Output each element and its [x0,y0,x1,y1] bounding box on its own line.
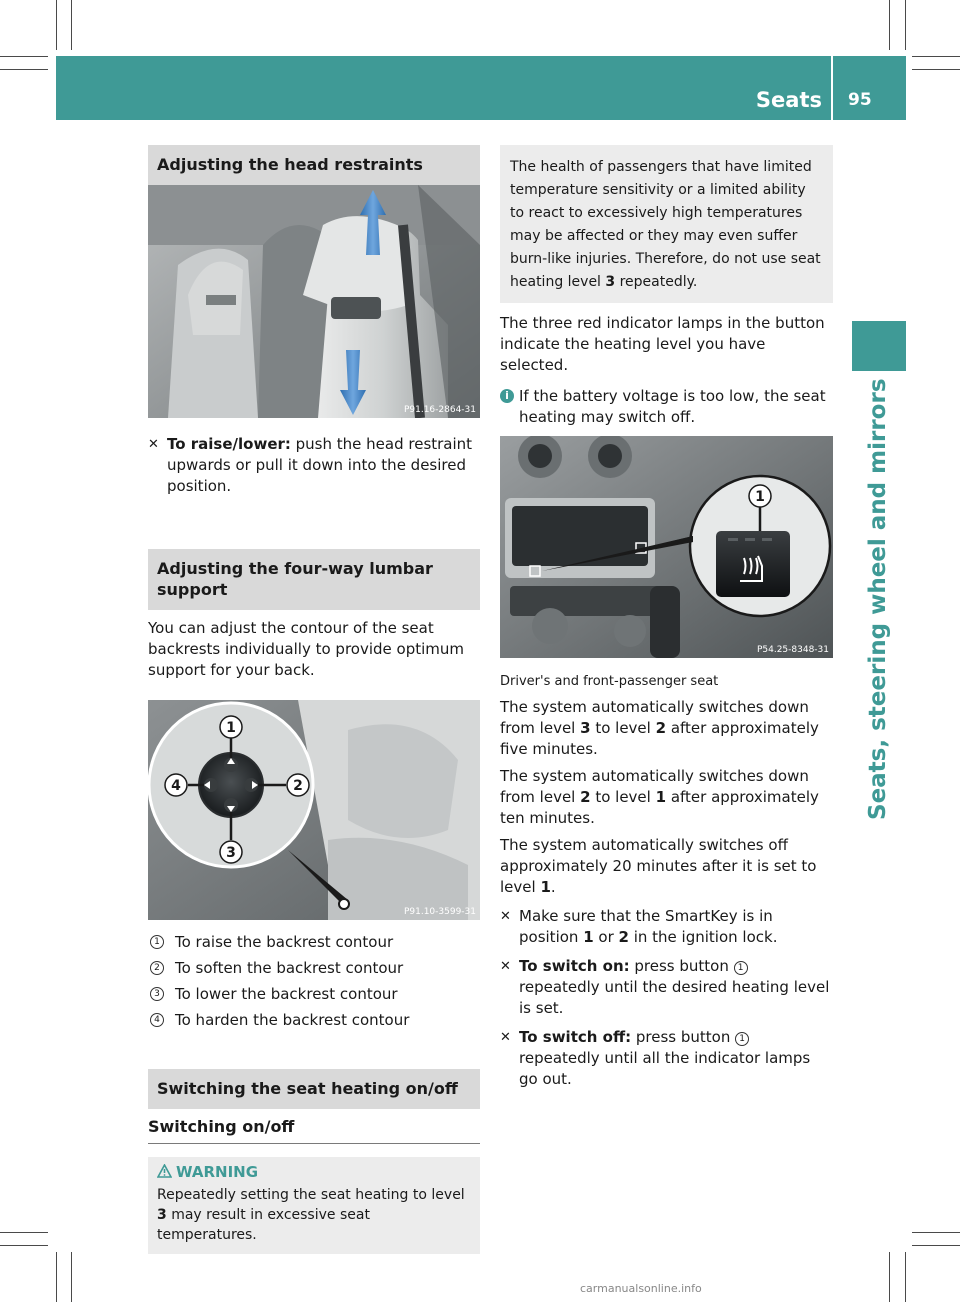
crop-mark [71,1252,72,1302]
indicator-text: The three red indicator lamps in the button indicate the heating level you have selected. [500,314,825,374]
legend-item: 1 To raise the backrest contour [148,932,480,953]
warning-title: WARNING [157,1162,471,1182]
auto-switch-2-to-1: The system automatically switches down from level 2 to level 1 after approximately ten minutes. [500,767,819,827]
image-reference: P91.16-2864-31 [403,405,476,415]
crop-mark [71,0,72,50]
svg-text:1: 1 [226,720,236,736]
image-reference: P91.10-3599-31 [403,907,476,917]
info-note: i If the battery voltage is too low, the seat heating may switch off. [500,386,833,428]
left-column [148,145,480,1254]
legend-item: 4 To harden the backrest contour [148,1010,480,1031]
crop-mark [0,1232,48,1233]
image-reference: P54.25-8348-31 [756,645,829,655]
page-title: Seats [755,88,822,112]
subheading-switching: Switching on/off [148,1116,480,1144]
section-heading-head-restraints: Adjusting the head restraints [148,145,480,185]
chapter-label: Seats, steering wheel and mirrors [865,378,891,820]
svg-text:4: 4 [171,778,181,794]
right-column [500,145,833,1090]
svg-text:1: 1 [755,489,765,505]
step-marker-icon: ✕ [500,959,511,974]
auto-switch-off: The system automatically switches off approximately 20 minutes after it is set to level 1. [500,836,817,896]
warning-box-continued: The health of passengers that have limited temperature sensitivity or a limited ability to react to excessively high temperatures may be affected or they may even suffer burn-like injuries. Therefore, do not use seat heating level 3 repeatedly. [500,145,833,303]
step-switch-on: ✕ To switch on: press button 1 repeatedly until the desired heating level is set. [500,957,830,1017]
crop-mark [912,56,960,57]
section-heading-lumbar-support: Adjusting the four-way lumbar support [148,549,480,610]
crop-mark [912,69,960,70]
step-marker-icon: ✕ [500,1030,511,1045]
legend-item: 2 To soften the backrest contour [148,958,480,979]
lumbar-support-image [148,700,480,920]
crop-mark [889,1252,890,1302]
info-icon: i [500,389,514,403]
step-smartkey: ✕ Make sure that the SmartKey is in position 1 or 2 in the ignition lock. [500,907,778,946]
lumbar-legend [148,932,480,1031]
section-heading-seat-heating: Switching the seat heating on/off [148,1069,480,1109]
watermark-url: carmanualsonline.info [580,1282,702,1295]
warning-box [148,1157,480,1254]
lumbar-intro: You can adjust the contour of the seat backrests individually to provide optimum support for your back. [148,619,465,679]
crop-mark [905,1252,906,1302]
crop-mark [912,1232,960,1233]
svg-text:3: 3 [226,845,236,861]
crop-mark [56,1252,57,1302]
crop-mark [0,56,48,57]
seat-heating-button-image [500,436,833,658]
crop-mark [889,0,890,50]
step-marker-icon: ✕ [148,437,159,452]
crop-mark [56,0,57,50]
warning-text: Repeatedly setting the seat heating to level 3 may result in excessive seat temperatures. [157,1187,465,1243]
header-divider [831,56,833,120]
legend-item: 3 To lower the backrest contour [148,984,480,1005]
step-switch-off: ✕ To switch off: press button 1 repeatedly until all the indicator lamps go out. [500,1028,811,1088]
page-number: 95 [848,90,872,110]
head-restraint-image [148,185,480,418]
crop-mark [905,0,906,50]
step-marker-icon: ✕ [500,909,511,924]
warning-triangle-icon [157,1164,172,1178]
crop-mark [0,1245,48,1246]
svg-text:2: 2 [293,778,303,794]
image-caption: Driver's and front-passenger seat [500,674,719,689]
step-raise-lower: ✕ To raise/lower: push the head restraint upwards or pull it down into the desired position. [148,435,473,495]
crop-mark [912,1245,960,1246]
auto-switch-3-to-2: The system automatically switches down from level 3 to level 2 after approximately five minutes. [500,698,819,758]
crop-mark [0,69,48,70]
